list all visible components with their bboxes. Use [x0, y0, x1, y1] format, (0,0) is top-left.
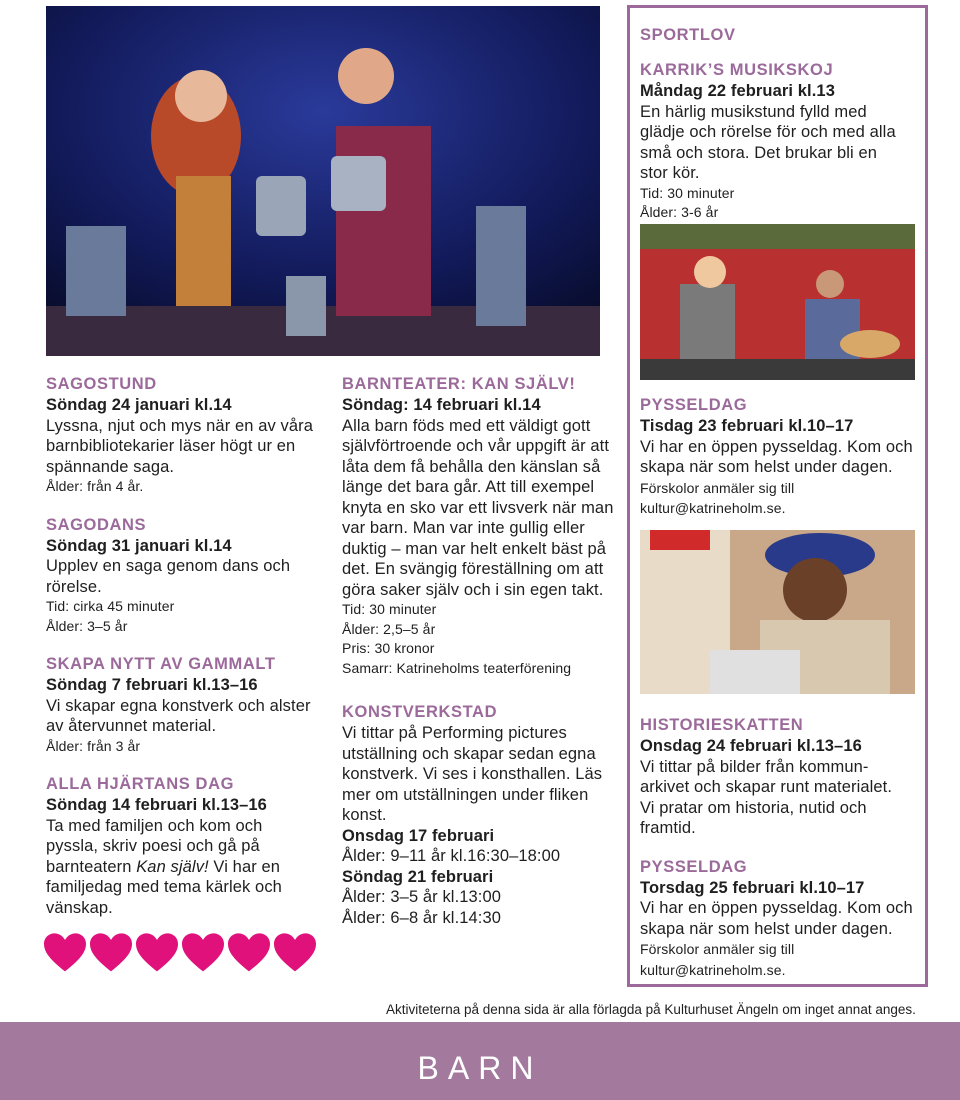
event-date: Söndag: 14 februari kl.14	[342, 396, 541, 414]
event-heading: HISTORIESKATTEN	[640, 716, 804, 734]
event-historieskatten	[640, 715, 920, 839]
event-date: Torsdag 25 februari kl.10–17	[640, 878, 865, 897]
event-date: Söndag 14 februari kl.13–16	[46, 796, 267, 814]
event-heading: SAGODANS	[46, 515, 147, 534]
event-barnteater	[342, 374, 617, 678]
heart-icon	[274, 931, 316, 975]
event-description	[640, 898, 920, 980]
event-age: Ålder: 2,5–5 år	[342, 620, 436, 637]
event-age: Ålder: från 4 år.	[46, 478, 144, 494]
event-duration: Tid: cirka 45 minuter	[46, 598, 175, 614]
event-heading: KARRIK’S MUSIKSKOJ	[640, 61, 834, 79]
event-date: Söndag 7 februari kl.13–16	[46, 676, 258, 694]
registration-note: Förskolor anmäler sig till kultur@katrineholm.se.	[640, 941, 795, 978]
event-skapa-nytt	[46, 654, 316, 756]
event-konstverkstad	[342, 702, 617, 928]
pysseldag-photo	[640, 530, 915, 694]
heart-icon	[136, 931, 178, 975]
event-age: Ålder: 3-6 år	[640, 204, 719, 220]
column-left	[46, 374, 316, 918]
event-organizer: Samarr: Katrineholms teaterförening	[342, 659, 572, 676]
event-price: Pris: 30 kronor	[342, 640, 435, 656]
event-heading: SAGOSTUND	[46, 375, 157, 393]
heart-icon	[90, 931, 132, 975]
registration-note: Förskolor anmäler sig till kultur@katrineholm.se.	[640, 479, 795, 516]
event-date: Måndag 22 februari kl.13	[640, 82, 835, 100]
event-heading: PYSSELDAG	[640, 396, 748, 414]
event-duration: Tid: 30 minuter	[640, 184, 735, 201]
event-date: Onsdag 24 februari kl.13–16	[640, 737, 862, 755]
event-heading: SKAPA NYTT AV GAMMALT	[46, 655, 276, 673]
session-date: Onsdag 17 februari	[342, 826, 495, 845]
sportlov-lower	[640, 715, 920, 980]
heart-icon	[228, 931, 270, 975]
venue-note: Aktiviteterna på denna sida är alla förlagda på Kulturhuset Ängeln om inget annat anges.	[386, 1002, 916, 1017]
event-description: Lyssna, njut och mys när en av våra barnbibliotekarier läser högt ur en spännande saga.	[46, 416, 314, 476]
description-text: Vi har en öppen pysseldag. Kom och skapa när som helst under dagen.	[640, 437, 913, 476]
session-line: Ålder: 3–5 år kl.13:00	[342, 888, 502, 906]
heart-icon	[182, 931, 224, 975]
musikskoj-photo	[640, 224, 915, 380]
sportlov-top	[640, 25, 920, 223]
event-date: Tisdag 23 februari kl.10–17	[640, 417, 854, 435]
description-text: Vi har en familjedag med tema kärlek och vänskap.	[46, 857, 282, 917]
event-description: Vi tittar på Performing pictures utställning och skapar sedan egna konstverk. Vi ses i konsthallen. Läs mer om utställningen under fliken konst.	[342, 724, 603, 824]
event-description	[640, 437, 920, 519]
event-description: Alla barn föds med ett väldigt gott självförtroende och vår uppgift är att låta dem få behålla den känslan så länge det bara går. Att till exempel knyta en sko var ett livsverk när man var barn. Man var inte gullig eller duktig – man var helt enkelt bäst på det. En svängig föreställning om att göra saker själv och i sin egen takt.	[342, 416, 614, 599]
session-line: Ålder: 6–8 år kl.14:30	[342, 908, 502, 927]
event-alla-hjartans-dag	[46, 774, 316, 918]
event-sagostund	[46, 374, 316, 497]
event-heading: KONSTVERKSTAD	[342, 703, 498, 721]
column-middle	[342, 374, 617, 928]
hearts-row	[44, 931, 316, 975]
event-sagodans	[46, 515, 316, 637]
theatre-photo	[46, 6, 600, 356]
session-line: Ålder: 9–11 år kl.16:30–18:00	[342, 847, 561, 865]
section-banner-title: BARN	[417, 1050, 543, 1086]
play-title: Kan själv!	[136, 857, 209, 876]
heart-icon	[44, 931, 86, 975]
event-date: Söndag 31 januari kl.14	[46, 536, 232, 555]
sportlov-pysseldag-1	[640, 395, 920, 519]
event-heading: PYSSELDAG	[640, 857, 748, 876]
description-text: Ta med familjen och kom och pyssla, skriv poesi och gå på barnteatern	[46, 816, 263, 876]
event-pysseldag-2	[640, 857, 920, 981]
event-age: Ålder: från 3 år	[46, 737, 141, 754]
event-description: En härlig musikstund fylld med glädje och rörelse för och med alla små och stora. Det brukar bli en stor kör.	[640, 102, 896, 182]
event-duration: Tid: 30 minuter	[342, 601, 437, 617]
event-age: Ålder: 3–5 år	[46, 617, 128, 634]
event-description: Vi skapar egna konstverk och alster av återvunnet material.	[46, 696, 311, 735]
event-description	[46, 816, 316, 919]
event-description: Upplev en saga genom dans och rörelse.	[46, 557, 291, 596]
event-heading: ALLA HJÄRTANS DAG	[46, 775, 235, 793]
event-heading: BARNTEATER: KAN SJÄLV!	[342, 375, 576, 393]
description-text: Vi har en öppen pysseldag. Kom och skapa när som helst under dagen.	[640, 899, 913, 938]
section-title: SPORTLOV	[640, 26, 736, 44]
event-description: Vi tittar på bilder från kommunarkivet och skapar runt materialet. Vi pratar om historia, nutid och framtid.	[640, 757, 893, 837]
event-date: Söndag 24 januari kl.14	[46, 396, 232, 414]
session-date: Söndag 21 februari	[342, 867, 494, 886]
